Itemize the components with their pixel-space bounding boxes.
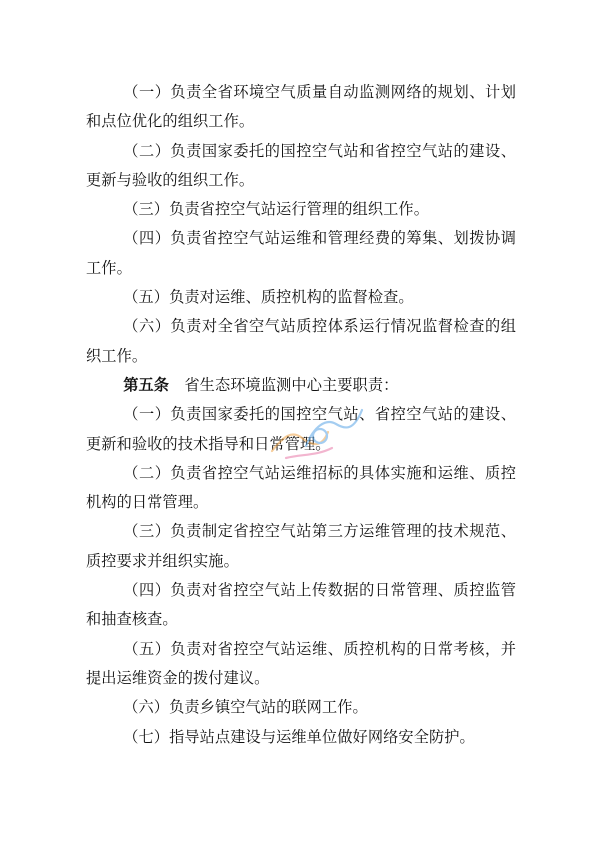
article-5-heading: 第五条	[123, 375, 170, 394]
article-5-item-7: （七）指导站点建设与运维单位做好网络安全防护。	[123, 727, 475, 746]
article-5-item-6: （六）负责乡镇空气站的联网工作。	[123, 698, 368, 717]
article-5-intro	[86, 371, 516, 400]
article-5-text: 省生态环境监测中心主要职责：	[169, 375, 399, 394]
paragraph-3: （三）负责省控空气站运行管理的组织工作。	[123, 200, 429, 219]
article-5-item-1: （一）负责国家委托的国控空气站、省控空气站的建设、更新和验收的技术指导和日常管理。	[86, 405, 516, 453]
article-5-item-2: （二）负责省控空气站运维招标的具体实施和运维、质控机构的日常管理。	[86, 463, 516, 512]
paragraph-5: （五）负责对运维、质控机构的监督检查。	[123, 288, 414, 307]
article-5-item-5: （五）负责对省控空气站运维、质控机构的日常考核，并提出运维资金的拨付建议。	[86, 639, 516, 687]
paragraph-1: （一）负责全省环境空气质量自动监测网络的规划、计划和点位优化的组织工作。	[86, 83, 516, 131]
article-5-item-4: （四）负责对省控空气站上传数据的日常管理、质控监管和抽查核查。	[86, 581, 516, 629]
article-5-item-3: （三）负责制定省控空气站第三方运维管理的技术规范、质控要求并组织实施。	[86, 522, 516, 570]
paragraph-6: （六）负责对全省空气站质控体系运行情况监督检查的组织工作。	[86, 317, 516, 365]
paragraph-4: （四）负责省控空气站运维和管理经费的筹集、划拨协调工作。	[86, 229, 516, 277]
document-body	[86, 78, 516, 752]
paragraph-2: （二）负责国家委托的国控空气站和省控空气站的建设、更新与验收的组织工作。	[86, 141, 516, 189]
